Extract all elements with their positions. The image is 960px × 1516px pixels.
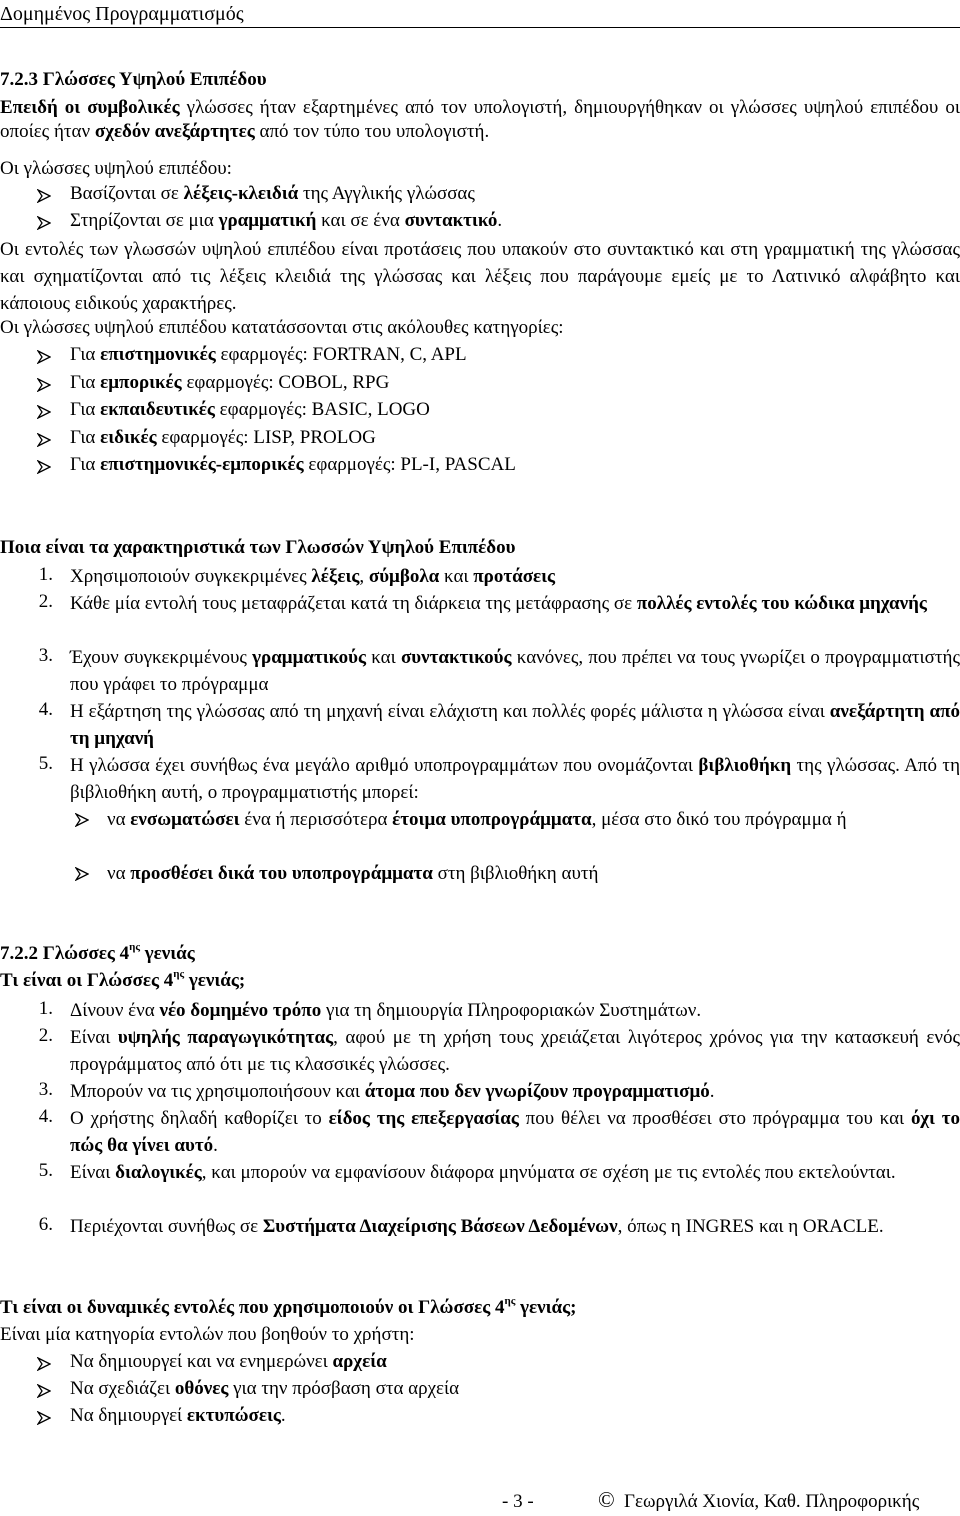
footer-author: Γεωργιλά Χιονία, Καθ. Πληροφορικής: [624, 1491, 920, 1512]
fourth-gen-question: [0, 969, 245, 993]
text-run: ένα ή περισσότερα: [239, 809, 393, 830]
category-type: εμπορικές: [100, 371, 182, 393]
bold-text: λέξεις-κλειδιά: [183, 183, 299, 204]
list-number: 4.: [38, 699, 53, 720]
list-item: [70, 1024, 960, 1078]
text-run: .: [497, 210, 503, 231]
text-run: Περιέχονται συνήθως σε: [70, 1216, 263, 1237]
text-run: Είναι: [70, 1027, 118, 1048]
bold-text: είδος της επεξεργασίας: [328, 1108, 519, 1129]
library-sub-item: [107, 860, 960, 887]
category-item: [70, 343, 467, 367]
page-header-title: Δομημένος Προγραμματισμός: [0, 3, 244, 25]
list-item: [70, 1105, 960, 1159]
dynamic-commands-question-end: γενιάς;: [515, 1297, 577, 1318]
text-run: κανόνες, που πρέπει να τους γνωρίζει ο προγραμματιστής που γράφει το πρόγραμμα: [70, 647, 960, 695]
keyword-bullet-item: [70, 182, 475, 206]
list-item: [70, 1213, 960, 1240]
fourth-gen-heading-end: γενιάς: [140, 943, 195, 964]
list-number: 5.: [38, 753, 53, 774]
category-languages: εφαρμογές: LISP, PROLOG: [156, 426, 376, 448]
text-run: να: [107, 809, 131, 830]
arrow-bullet-icon: [37, 1382, 51, 1404]
text-run: Η γλώσσα έχει συνήθως ένα μεγάλο αριθμό υποπρογραμμάτων που ονομάζονται: [70, 755, 699, 776]
text-run: Έχουν συγκεκριμένους: [70, 647, 253, 668]
dynamic-commands-question: [0, 1296, 577, 1320]
bold-text: προτάσεις: [473, 566, 556, 587]
bold-text: ανεξάρτητη από τη μηχανή: [70, 701, 960, 749]
bold-text: λέξεις: [311, 566, 360, 587]
arrow-bullet-icon: [37, 214, 51, 236]
arrow-bullet-icon: [37, 1355, 51, 1377]
bold-text: άτομα που δεν γνωρίζουν προγραμματισμό: [364, 1081, 710, 1102]
bold-text: Επειδή οι συμβολικές: [0, 97, 180, 118]
text-run: και: [439, 566, 474, 587]
category-languages: εφαρμογές: PL-I, PASCAL: [303, 454, 516, 475]
category-item: [70, 398, 430, 422]
list-number: 6.: [38, 1214, 53, 1235]
text-run: για τη δημιουργία Πληροφοριακών Συστημάτων.: [321, 1000, 702, 1021]
intro-paragraph: [0, 96, 960, 144]
categories-lead: Οι γλώσσες υψηλού επιπέδου κατατάσσονται στις ακόλουθες κατηγορίες:: [0, 317, 564, 338]
text-run: Χρησιμοποιούν συγκεκριμένες: [70, 566, 312, 587]
list-item: [70, 1159, 960, 1186]
page-number: - 3 -: [502, 1491, 534, 1512]
list-number: 4.: [38, 1106, 53, 1127]
lead-text: Οι γλώσσες υψηλού επιπέδου:: [0, 158, 232, 179]
arrow-bullet-icon: [37, 1409, 51, 1431]
list-item: [70, 563, 960, 590]
text-run: ,: [359, 566, 369, 587]
header-rule: [0, 27, 960, 28]
fourth-gen-heading: [0, 942, 195, 966]
text-run: Να δημιουργεί και να ενημερώνει: [70, 1351, 333, 1372]
library-sub-item: [107, 806, 960, 833]
dynamic-command-item: [70, 1404, 286, 1428]
text-run: γλώσσες ήταν εξαρτημένες από τον υπολογιστή, δημιουργήθηκαν οι γλώσσες υψηλού επιπέδου οι οποίες ήταν: [0, 97, 960, 142]
arrow-bullet-icon: [75, 865, 89, 887]
arrow-bullet-icon: [37, 458, 51, 480]
bold-text: υψηλής παραγωγικότητας: [117, 1027, 334, 1048]
dynamic-commands-lead: Είναι μία κατηγορία εντολών που βοηθούν το χρήστη:: [0, 1324, 415, 1345]
text-run: από τον τύπο του υπολογιστή.: [254, 121, 490, 142]
text-run: Βασίζονται σε: [70, 183, 184, 204]
text-run: .: [213, 1135, 218, 1156]
text-run: για την πρόσβαση στα αρχεία: [228, 1378, 460, 1399]
category-languages: εφαρμογές: FORTRAN, C, APL: [215, 344, 467, 365]
dynamic-command-item: [70, 1377, 459, 1401]
arrow-bullet-icon: [37, 348, 51, 370]
category-prefix: Για: [70, 454, 101, 475]
dynamic-command-item: [70, 1350, 387, 1374]
text-run: που θέλει να προσθέσει στο πρόγραμμα του και: [518, 1108, 911, 1129]
category-languages: εφαρμογές: BASIC, LOGO: [214, 399, 430, 420]
arrow-bullet-icon: [37, 431, 51, 453]
text-run: Ο χρήστης δηλαδή καθορίζει το: [70, 1108, 329, 1129]
keyword-bullet-item: [70, 209, 502, 233]
ordinal-sup: ης: [173, 968, 185, 980]
text-run: .: [280, 1405, 286, 1426]
text-run: , μέσα στο δικό του πρόγραμμα ή: [591, 809, 847, 830]
commands-paragraph: Οι εντολές των γλωσσών υψηλού επιπέδου είναι προτάσεις που υπακούν στο συντακτικό και στη γραμματική της γλώσσας και σχηματίζονται από τις λέξεις κλειδιά της γλώσσας και λέξεις που παράγουμε εμείς με το Λατινικό αλφάβητο και κάποιους ειδικούς χαρακτήρες.: [0, 239, 960, 314]
text-run: Η εξάρτηση της γλώσσας από τη μηχανή είναι ελάχιστη και πολλές φορές μάλιστα η γλώσσα είναι: [70, 701, 830, 722]
text-run: Δίνουν ένα: [70, 1000, 160, 1021]
bold-text: σχεδόν ανεξάρτητες: [94, 121, 255, 142]
category-item: [70, 453, 516, 477]
bold-text: συντακτικό: [404, 210, 498, 231]
bold-text: σύμβολα: [368, 566, 440, 587]
bold-text: συντακτικούς: [400, 647, 512, 668]
category-type: ειδικές: [100, 426, 157, 448]
list-number: 2.: [38, 1025, 53, 1046]
text-run: Να δημιουργεί: [70, 1405, 187, 1426]
text-run: στη βιβλιοθήκη αυτή: [432, 863, 599, 884]
list-item: [70, 644, 960, 698]
ordinal-sup: ης: [504, 1295, 516, 1307]
list-item: [70, 590, 960, 617]
bold-text: γραμματική: [218, 210, 317, 231]
list-number: 1.: [38, 998, 53, 1019]
text-run: , αφού με τη χρήση τους χρειάζεται λιγότερος χρόνος για την κατασκευή ενός προγράμματος από ότι με τις κλασσικές γλώσσες.: [70, 1027, 960, 1075]
bold-text: διαλογικές: [115, 1162, 202, 1183]
list-number: 5.: [38, 1160, 53, 1181]
text-run: να: [107, 863, 131, 884]
list-item: [70, 997, 960, 1024]
text-run: και σε ένα: [316, 210, 405, 231]
fourth-gen-question-text: Τι είναι οι Γλώσσες 4: [0, 970, 174, 991]
category-prefix: Για: [70, 426, 101, 448]
category-prefix: Για: [70, 399, 101, 420]
list-number: 3.: [38, 645, 53, 666]
ordinal-sup: ης: [129, 941, 141, 953]
list-number: 1.: [38, 564, 53, 585]
list-item: [70, 698, 960, 752]
text-run: .: [709, 1081, 715, 1102]
copyright-icon: ©: [598, 1487, 615, 1512]
bold-text: προσθέσει δικά του υποπρογράμματα: [130, 863, 433, 884]
bold-text: οθόνες: [174, 1378, 229, 1399]
arrow-bullet-icon: [37, 187, 51, 209]
bold-text: ενσωματώσει: [130, 809, 240, 830]
text-run: , και μπορούν να εμφανίσουν διάφορα μηνύματα σε σχέση με τις εντολές που εκτελούνται.: [201, 1162, 896, 1183]
bold-text: πολλές εντολές του κώδικα μηχανής: [636, 593, 927, 614]
bold-text: όχι το πώς θα γίνει αυτό: [70, 1108, 960, 1156]
text-run: και: [365, 647, 401, 668]
text-run: Στηρίζονται σε μια: [70, 210, 219, 231]
text-run: Κάθε μία εντολή τους μεταφράζεται κατά τη διάρκεια της μετάφρασης σε: [70, 593, 637, 614]
text-run: της Αγγλικής γλώσσας: [298, 183, 475, 204]
category-item: [70, 426, 376, 450]
list-item: [70, 752, 960, 806]
characteristics-heading: Ποια είναι τα χαρακτηριστικά των Γλωσσών Υψηλού Επιπέδου: [0, 537, 516, 558]
category-type: επιστημονικές: [100, 344, 216, 365]
bold-text: νέο δομημένο τρόπο: [159, 1000, 322, 1021]
text-run: Να σχεδιάζει: [70, 1378, 175, 1399]
category-languages: εφαρμογές: COBOL, RPG: [181, 371, 390, 393]
bold-text: αρχεία: [332, 1351, 387, 1372]
fourth-gen-heading-text: 7.2.2 Γλώσσες 4: [0, 943, 130, 964]
list-item: [70, 1078, 960, 1105]
text-run: της γλώσσας. Από τη βιβλιοθήκη αυτή, ο προγραμματιστής μπορεί:: [70, 755, 960, 803]
text-run: , όπως η INGRES και η ORACLE.: [617, 1216, 884, 1237]
arrow-bullet-icon: [37, 403, 51, 425]
text-run: Μπορούν να τις χρησιμοποιήσουν και: [70, 1081, 365, 1102]
category-prefix: Για: [70, 344, 101, 365]
category-prefix: Για: [70, 371, 101, 393]
dynamic-commands-question-text: Τι είναι οι δυναμικές εντολές που χρησιμοποιούν οι Γλώσσες 4: [0, 1297, 505, 1318]
category-type: επιστημονικές-εμπορικές: [100, 454, 304, 475]
section-heading: 7.2.3 Γλώσσες Υψηλού Επιπέδου: [0, 69, 267, 90]
bold-text: βιβλιοθήκη: [698, 755, 792, 776]
list-number: 3.: [38, 1079, 53, 1100]
category-item: [70, 371, 389, 395]
list-number: 2.: [38, 591, 53, 612]
bold-text: έτοιμα υποπρογράμματα: [392, 809, 592, 830]
bold-text: εκτυπώσεις: [186, 1405, 281, 1426]
bold-text: Συστήματα Διαχείρισης Βάσεων Δεδομένων: [262, 1216, 618, 1237]
arrow-bullet-icon: [37, 376, 51, 398]
arrow-bullet-icon: [75, 811, 89, 833]
text-run: Είναι: [70, 1162, 116, 1183]
bold-text: γραμματικούς: [252, 647, 366, 668]
fourth-gen-question-end: γενιάς;: [184, 970, 246, 991]
category-type: εκπαιδευτικές: [100, 399, 215, 420]
